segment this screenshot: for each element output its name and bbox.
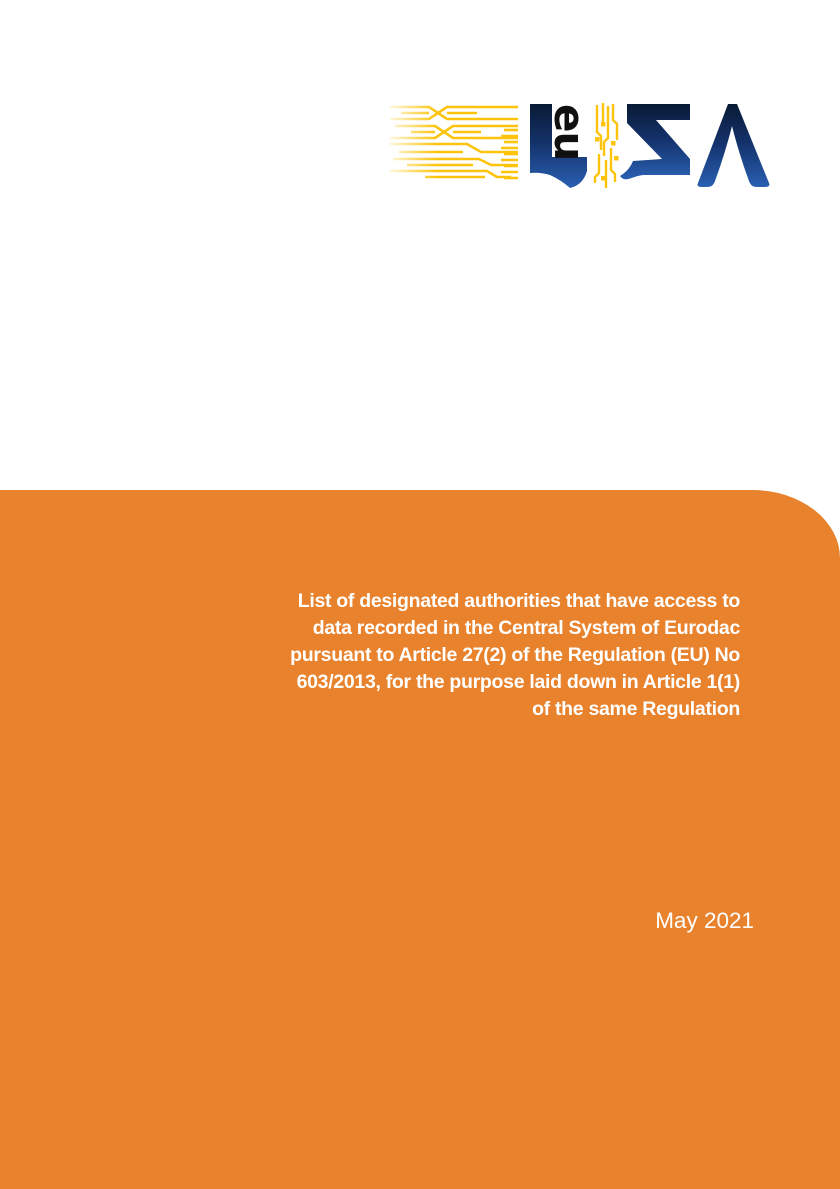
cover-title <box>180 588 740 723</box>
cover-title-line: 603/2013, for the purpose laid down in Article 1(1) <box>296 671 740 693</box>
logo-letter-s <box>620 104 690 179</box>
circuit-i-column-icon <box>595 103 619 188</box>
cover-date: May 2021 <box>655 908 754 933</box>
cover-title-line: data recorded in the Central System of Eurodac <box>312 617 740 639</box>
logo-eu-text: eu <box>545 104 594 161</box>
logo-letter-a <box>698 104 770 187</box>
cover-title-line: pursuant to Article 27(2) of the Regulation (EU) No <box>290 644 740 666</box>
eu-lisa-logo <box>385 80 785 200</box>
cover-title-line: List of designated authorities that have access to <box>297 590 740 612</box>
cover-title-line: of the same Regulation <box>532 698 740 720</box>
speedlines-fade-overlay <box>385 96 437 188</box>
